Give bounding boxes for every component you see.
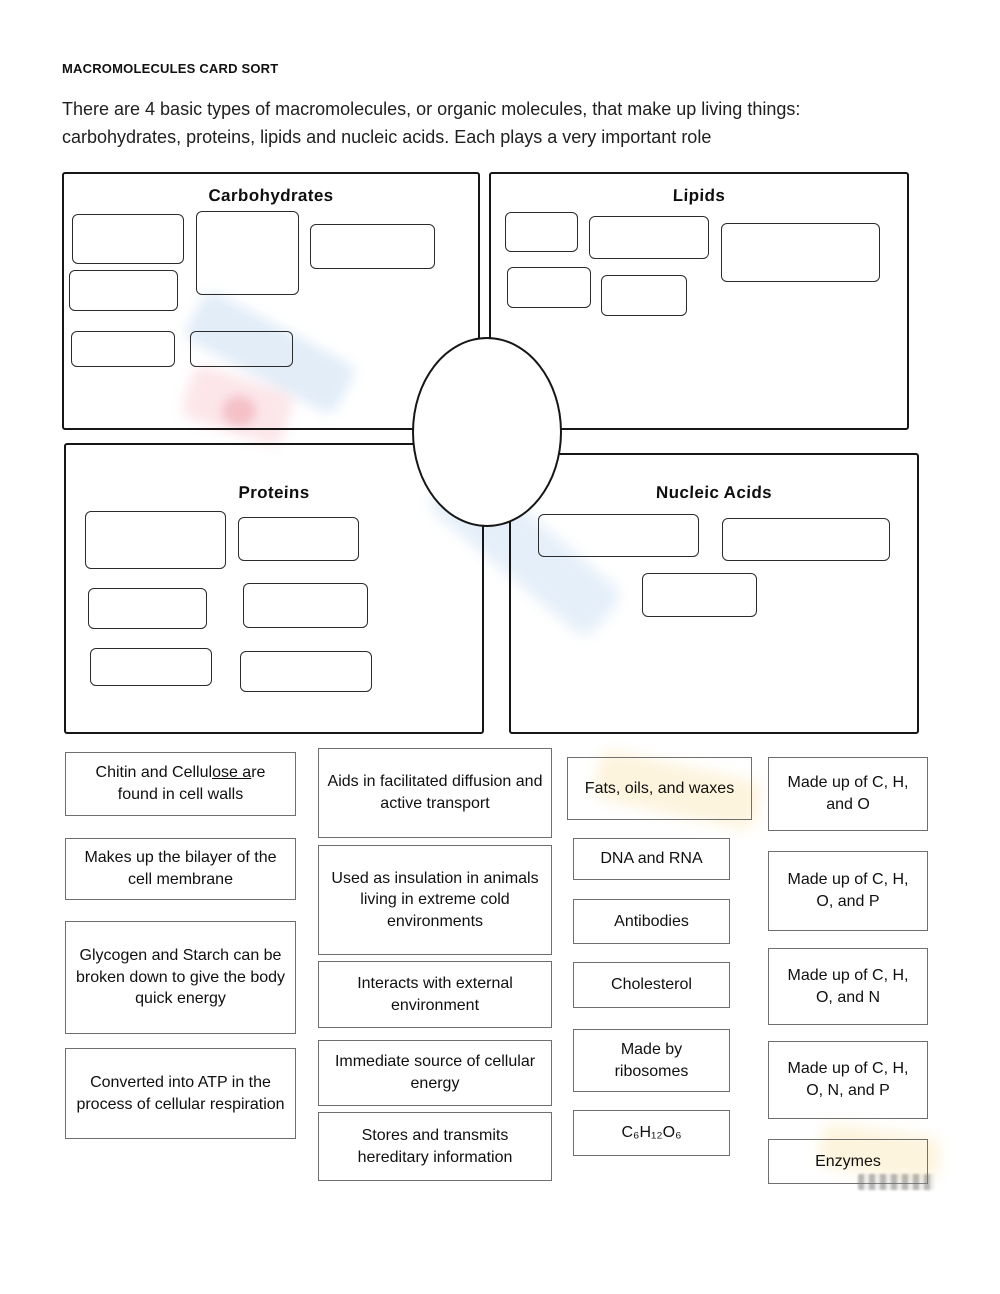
sort-card (567, 757, 752, 820)
card-text: C₆H₁₂O₆ (621, 1124, 682, 1142)
card-text: Converted into ATP in the process of cellular respiration (76, 1073, 285, 1113)
carbohydrates-slot (190, 331, 293, 367)
card-text: Makes up the bilayer of the cell membrane (84, 849, 277, 888)
card-text: Made up of C, H, and O (787, 774, 909, 813)
carbohydrates-slot (196, 211, 299, 295)
sort-card (318, 748, 552, 838)
sort-card (65, 921, 296, 1034)
card-text: Immediate source of cellular energy (334, 1053, 536, 1092)
lipids-slot (507, 267, 591, 308)
proteins-slot (88, 588, 207, 629)
card-text: Made up of C, H, O, and P (787, 871, 909, 910)
sort-card (573, 1110, 730, 1156)
card-text: Chitin and Cellulose are found in cell walls (95, 764, 266, 803)
sort-card (318, 845, 552, 955)
card-text: Antibodies (614, 912, 689, 930)
intro-line: There are 4 basic types of macromolecules, or organic molecules, that make up living things: (62, 99, 801, 119)
intro-text (62, 95, 962, 151)
nucleic-acids-label: Nucleic Acids (655, 483, 773, 502)
lipids-slot (505, 212, 578, 252)
sort-card (65, 1048, 296, 1139)
carbohydrates-label: Carbohydrates (208, 186, 334, 205)
card-text: Glycogen and Starch can be broken down to give the body quick energy (75, 947, 286, 1008)
card-text: Interacts with external environment (357, 974, 513, 1014)
carbohydrates-slot (310, 224, 435, 269)
carbohydrates-slot (72, 214, 184, 264)
nucleic-acids-slot (538, 514, 699, 557)
carbohydrates-slot (69, 270, 178, 311)
sort-card (573, 838, 730, 880)
intro-line: carbohydrates, proteins, lipids and nucleic acids. Each plays a very important role (62, 127, 712, 147)
card-text: Made up of C, H, O, N, and P (787, 1060, 909, 1099)
lipids-slot (601, 275, 687, 316)
lipids-slot (721, 223, 880, 282)
card-text: Used as insulation in animals living in extreme cold environments (331, 869, 539, 930)
card-text: DNA and RNA (600, 850, 703, 868)
card-text: Cholesterol (611, 976, 692, 994)
nucleic-acids-slot (722, 518, 890, 561)
sort-card (318, 1112, 552, 1181)
nucleic-acids-slot (642, 573, 757, 617)
card-text: Enzymes (815, 1152, 881, 1170)
proteins-slot (240, 651, 372, 692)
lipids-label: Lipids (672, 186, 726, 205)
sort-card (768, 757, 928, 831)
corner-watermark (858, 1174, 934, 1190)
sort-card (318, 1040, 552, 1106)
proteins-label: Proteins (238, 483, 310, 502)
sort-card (573, 962, 730, 1008)
sort-card (573, 1029, 730, 1092)
proteins-slot (243, 583, 368, 628)
proteins-slot (238, 517, 359, 561)
sort-card (318, 961, 552, 1028)
sort-card (768, 948, 928, 1025)
lipids-slot (589, 216, 709, 259)
proteins-slot (85, 511, 226, 569)
sort-card (65, 752, 296, 816)
sort-card (65, 838, 296, 900)
page-title: MACROMOLECULES CARD SORT (62, 61, 279, 76)
carbohydrates-slot (71, 331, 175, 367)
center-ellipse (412, 337, 562, 527)
sort-card (768, 1041, 928, 1119)
card-text: Made up of C, H, O, and N (787, 966, 909, 1006)
proteins-slot (90, 648, 212, 686)
card-text: Aids in facilitated diffusion and active transport (327, 773, 543, 812)
sort-card (768, 851, 928, 931)
card-text: Fats, oils, and waxes (584, 779, 735, 797)
sort-card (573, 899, 730, 944)
card-text: Made by ribosomes (614, 1040, 689, 1080)
card-text: Stores and transmits hereditary information (357, 1126, 513, 1166)
